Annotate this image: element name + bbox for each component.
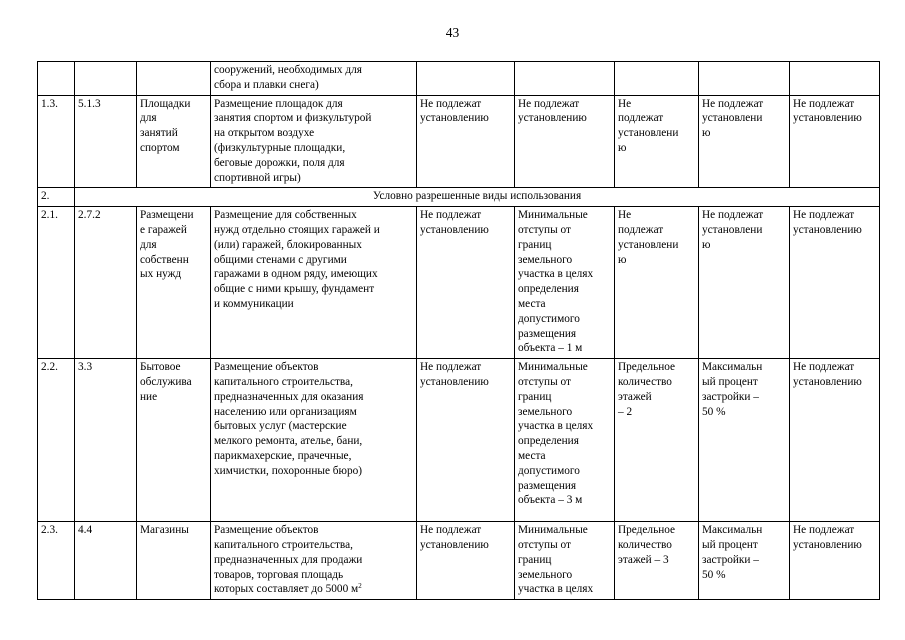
table-row (38, 359, 880, 522)
cell-param-5: Не подлежат установлению (790, 359, 880, 522)
cell-number: 1.3. (38, 95, 75, 188)
cell-param-5: Не подлежат установлению (790, 207, 880, 359)
cell-code: 4.4 (75, 522, 137, 600)
cell-param-4: Не подлежат установлени ю (699, 207, 790, 359)
table-row (38, 207, 880, 359)
cell-param-3: Предельное количество этажей – 3 (615, 522, 699, 600)
cell-description: Размещение для собственных нужд отдельно стоящих гаражей и (или) гаражей, блокированных общими стенами с другими гаражами в одном ряду, имеющих общие с ними крышу, фундамент и коммуникации (211, 207, 417, 359)
cell-param-3: Не подлежат установлени ю (615, 207, 699, 359)
cell-description-text: Размещение объектов капитального строительства, предназначенных для продажи товаров, торговая площадь которых составляет до 5000 $м^2$ (214, 524, 363, 596)
cell-param-4: Не подлежат установлени ю (699, 95, 790, 188)
cell-param-3 (615, 62, 699, 96)
cell-param-2: Минимальные отступы от границ земельного участка в целях определения места допустимого размещения объекта – 1 м (515, 207, 615, 359)
cell-param-2: Минимальные отступы от границ земельного участка в целях (515, 522, 615, 600)
cell-param-5 (790, 62, 880, 96)
cell-use-name: Магазины (137, 522, 211, 600)
table-row (38, 62, 880, 96)
cell-code: 2.7.2 (75, 207, 137, 359)
cell-param-1: Не подлежат установлению (417, 359, 515, 522)
cell-number: 2.1. (38, 207, 75, 359)
cell-use-name (137, 62, 211, 96)
page-number: 43 (445, 25, 460, 40)
table-row (38, 522, 880, 600)
cell-description (211, 522, 417, 600)
cell-use-name: Размещени е гаражей для собственн ых нужд (137, 207, 211, 359)
cell-param-2 (515, 62, 615, 96)
cell-param-2: Не подлежат установлению (515, 95, 615, 188)
cell-use-name: Бытовое обслужива ние (137, 359, 211, 522)
cell-description: Размещение объектов капитального строительства, предназначенных для оказания населению или организациям бытовых услуг (мастерские мелкого ремонта, ателье, бани, парикмахерские, прачечные, химчистки, похоронные бюро) (211, 359, 417, 522)
section-number: 2. (38, 188, 75, 207)
cell-param-1: Не подлежат установлению (417, 522, 515, 600)
cell-param-4 (699, 62, 790, 96)
cell-code: 5.1.3 (75, 95, 137, 188)
section-title: Условно разрешенные виды использования (75, 188, 880, 207)
cell-param-3: Не подлежат установлени ю (615, 95, 699, 188)
cell-param-3: Предельное количество этажей – 2 (615, 359, 699, 522)
cell-param-2: Минимальные отступы от границ земельного участка в целях определения места допустимого размещения объекта – 3 м (515, 359, 615, 522)
land-use-table (37, 61, 880, 600)
superscript-squared: 2 (358, 582, 362, 591)
cell-description: сооружений, необходимых для сбора и плавки снега) (211, 62, 417, 96)
table-row (38, 95, 880, 188)
cell-use-name: Площадки для занятий спортом (137, 95, 211, 188)
cell-param-4: Максимальн ый процент застройки – 50 % (699, 359, 790, 522)
cell-param-4: Максимальн ый процент застройки – 50 % (699, 522, 790, 600)
cell-code (75, 62, 137, 96)
cell-description: Размещение площадок для занятия спортом и физкультурой на открытом воздухе (физкультурные площадки, беговые дорожки, поля для спортивной игры) (211, 95, 417, 188)
cell-param-5: Не подлежат установлению (790, 95, 880, 188)
cell-param-1 (417, 62, 515, 96)
cell-number: 2.3. (38, 522, 75, 600)
cell-code: 3.3 (75, 359, 137, 522)
cell-param-1: Не подлежат установлению (417, 207, 515, 359)
cell-param-5: Не подлежат установлению (790, 522, 880, 600)
cell-param-1: Не подлежат установлению (417, 95, 515, 188)
cell-number: 2.2. (38, 359, 75, 522)
section-row (38, 188, 880, 207)
cell-number (38, 62, 75, 96)
